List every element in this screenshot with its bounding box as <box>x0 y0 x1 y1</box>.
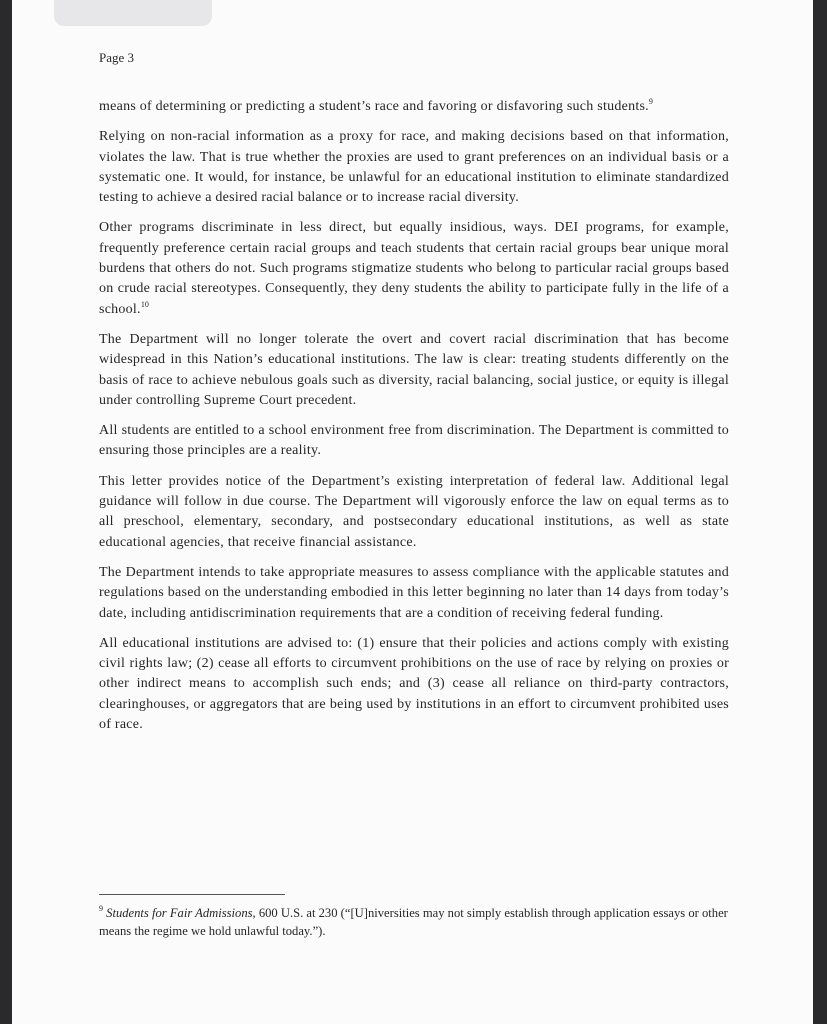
footnote-9 <box>99 904 739 940</box>
paragraph-6: This letter provides notice of the Department’s existing interpretation of federal law. Additional legal guidance will follow in due course. The Department will vigorously enforce the law on equal terms as to all preschool, elementary, secondary, and postsecondary educational institutions, as well as state educational agencies, that receive financial assistance. <box>99 473 729 550</box>
viewer-tab <box>54 0 212 26</box>
footnote-case-name: Students for Fair Admissions <box>106 906 253 920</box>
footnote-citation: , 600 U.S. at 230 (“[U]niversities may not simply establish through application essays or other means the regime we hold unlawful today.”). <box>99 906 728 938</box>
paragraph-5: All students are entitled to a school environment free from discrimination. The Department is committed to ensuring those principles are a reality. <box>99 423 729 459</box>
paragraph-2: Relying on non-racial information as a proxy for race, and making decisions based on that information, violates the law. That is true whether the proxies are used to grant preferences on an individual basis or a systematic one. It would, for instance, be unlawful for an educational institution to eliminate standardized testing to achieve a desired racial balance or to increase racial diversity. <box>99 129 729 206</box>
page-number: Page 3 <box>99 50 135 65</box>
paragraph-3 <box>99 218 729 319</box>
paragraph-1 <box>99 97 729 117</box>
paragraph-8: All educational institutions are advised to: (1) ensure that their policies and actions comply with existing civil rights law; (2) cease all efforts to circumvent prohibitions on the use of race by relying on proxies or other indirect means to accomplish such ends; and (3) cease all reliance on third-party contractors, clearinghouses, or aggregators that are being used by institutions in an effort to circumvent prohibited uses of race. <box>99 635 729 733</box>
paragraph-7: The Department intends to take appropriate measures to assess compliance with the applicable statutes and regulations based on the understanding embodied in this letter beginning no later than 14 days from today’s date, including antidiscrimination requirements that are a condition of receiving federal funding. <box>99 564 729 621</box>
paragraph-text: Other programs discriminate in less direct, but equally insidious, ways. DEI programs, for example, frequently preference certain racial groups and teach students that certain racial groups bear unique moral burdens that others do not. Such programs stigmatize students who belong to particular racial groups based on crude racial stereotypes. Consequently, they deny students the ability to participate fully in the life of a school. <box>99 220 729 317</box>
document-page <box>12 0 813 1024</box>
footnote-ref-9: 9 <box>648 97 653 106</box>
footnote-ref-10: 10 <box>140 299 149 309</box>
paragraph-text: means of determining or predicting a student’s race and favoring or disfavoring such students. <box>99 99 649 114</box>
footnote-divider <box>99 894 285 895</box>
letter-body <box>99 97 729 745</box>
footnote-marker: 9 <box>99 904 103 913</box>
paragraph-4: The Department will no longer tolerate the overt and covert racial discrimination that has become widespread in this Nation’s educational institutions. The law is clear: treating students differently on the basis of race to achieve nebulous goals such as diversity, racial balancing, social justice, or equity is illegal under controlling Supreme Court precedent. <box>99 331 729 408</box>
